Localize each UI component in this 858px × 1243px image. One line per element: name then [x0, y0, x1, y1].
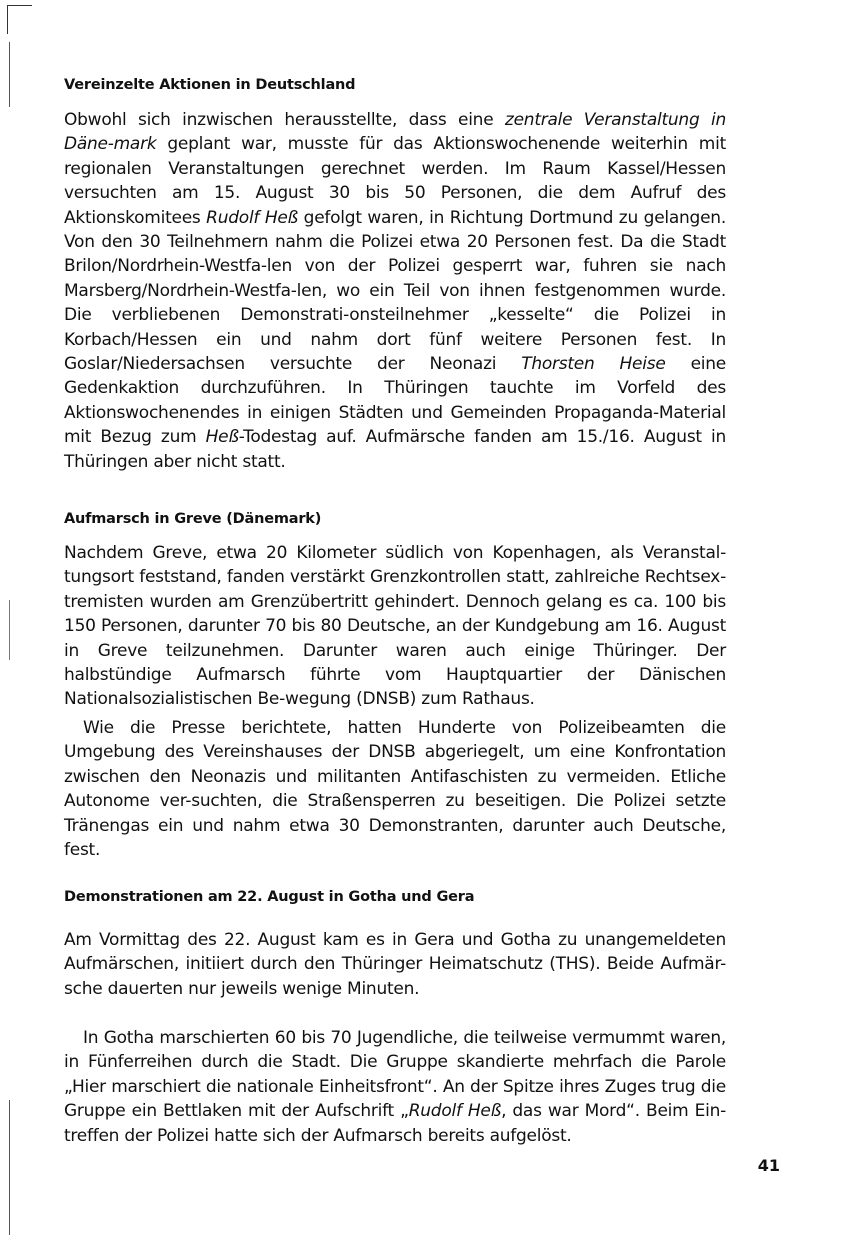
- paragraph: [64, 108, 726, 474]
- text-run: gefolgt waren, in Richtung Dortmund zu gelangen. Von den 30 Teilnehmern nahm die Polizei etwa 20 Personen fest. Da die Stadt Brilon/Nordrhein-Westfa-len von der Polizei gesperrt war, fuhren sie nach Marsberg/Nordrhein-Westfa-len, wo ein Teil von ihnen festgenommen wurde. Die verbliebenen Demonstrati-onsteilnehmer „kesselte“ die Polizei in Korbach/Hessen ein und nahm dort fünf weitere Personen fest. In Goslar/Niedersachsen versuchte der Neonazi: [64, 207, 726, 375]
- paragraph: [64, 716, 726, 862]
- paragraph: [64, 928, 726, 1001]
- paragraph: [64, 541, 726, 712]
- text-run: -Todestag auf. Aufmärsche fanden am 15./16. August in Thüringen aber nicht statt.: [64, 427, 726, 472]
- italic-text-run: Rudolf Heß: [408, 1101, 502, 1122]
- italic-text-run: Thorsten Heise: [521, 354, 666, 375]
- text-run: geplant war, musste für das Aktionswochenende weiterhin mit regionalen Veranstaltungen gerechnet werden. Im Raum Kassel/Hessen versuchten am 15. August 30 bis 50 Personen, die dem Aufruf des Aktionskomitees: [64, 134, 726, 228]
- text-run: Am Vormittag des 22. August kam es in Gera und Gotha zu unangemeldeten Aufmärschen, initiiert durch den Thüringer Heimatschutz (THS). Beide Aufmär-sche dauerten nur jeweils wenige Minuten.: [64, 930, 726, 999]
- section-heading-demonstrationen-gotha-gera: Demonstrationen am 22. August in Gotha und Gera: [64, 889, 475, 905]
- text-run: Obwohl sich inzwischen herausstellte, dass eine: [64, 110, 505, 130]
- italic-text-run: zentrale Veranstaltung in Däne-mark: [64, 110, 726, 155]
- text-run: Wie die Presse berichtete, hatten Hunderte von Polizeibeamten die Umgebung des Vereinshauses der DNSB abgeriegelt, um eine Konfrontation zwischen den Neonazis und militanten Antifaschisten zu vermeiden. Etliche Autonome ver-suchten, die Straßensperren zu beseitigen. Die Polizei setzte Tränengas ein und nahm etwa 30 Demonstranten, darunter auch Deutsche, fest.: [64, 718, 726, 861]
- scan-edge-line: [9, 1100, 10, 1235]
- scan-corner-mark: [7, 5, 32, 34]
- page-number: 41: [757, 1156, 780, 1175]
- paragraph: [64, 1026, 726, 1148]
- section-heading-aufmarsch-greve: Aufmarsch in Greve (Dänemark): [64, 511, 322, 527]
- text-run: , das war Mord“. Beim Ein-treffen der Polizei hatte sich der Aufmarsch bereits aufgelöst.: [64, 1101, 726, 1146]
- italic-text-run: Heß: [205, 427, 239, 448]
- scan-edge-line: [9, 600, 10, 660]
- section-heading-vereinzelte-aktionen: Vereinzelte Aktionen in Deutschland: [64, 77, 356, 93]
- italic-text-run: Rudolf Heß: [206, 207, 299, 228]
- text-run: Nachdem Greve, etwa 20 Kilometer südlich von Kopenhagen, als Veranstal-tungsort feststand, fanden verstärkt Grenzkontrollen statt, zahlreiche Rechtsex-tremisten wurden am Grenzübertritt gehindert. Dennoch gelang es ca. 100 bis 150 Personen, darunter 70 bis 80 Deutsche, an der Kundgebung am 16. August in Greve teilzunehmen. Darunter waren auch einige Thüringer. Der halbstündige Aufmarsch führte vom Hauptquartier der Dänischen Nationalsozialistischen Be-wegung (DNSB) zum Rathaus.: [64, 543, 726, 710]
- text-run: eine Gedenkaktion durchzuführen. In Thüringen tauchte im Vorfeld des Aktionswochenendes in einigen Städten und Gemeinden Propaganda-Material mit Bezug zum: [64, 354, 726, 448]
- scan-edge-line: [9, 42, 10, 107]
- text-run: In Gotha marschierten 60 bis 70 Jugendliche, die teilweise vermummt waren, in Fünferreihen durch die Stadt. Die Gruppe skandierte mehrfach die Parole „Hier marschiert die nationale Einheitsfront“. An der Spitze ihres Zuges trug die Gruppe ein Bettlaken mit der Aufschrift „: [64, 1028, 726, 1122]
